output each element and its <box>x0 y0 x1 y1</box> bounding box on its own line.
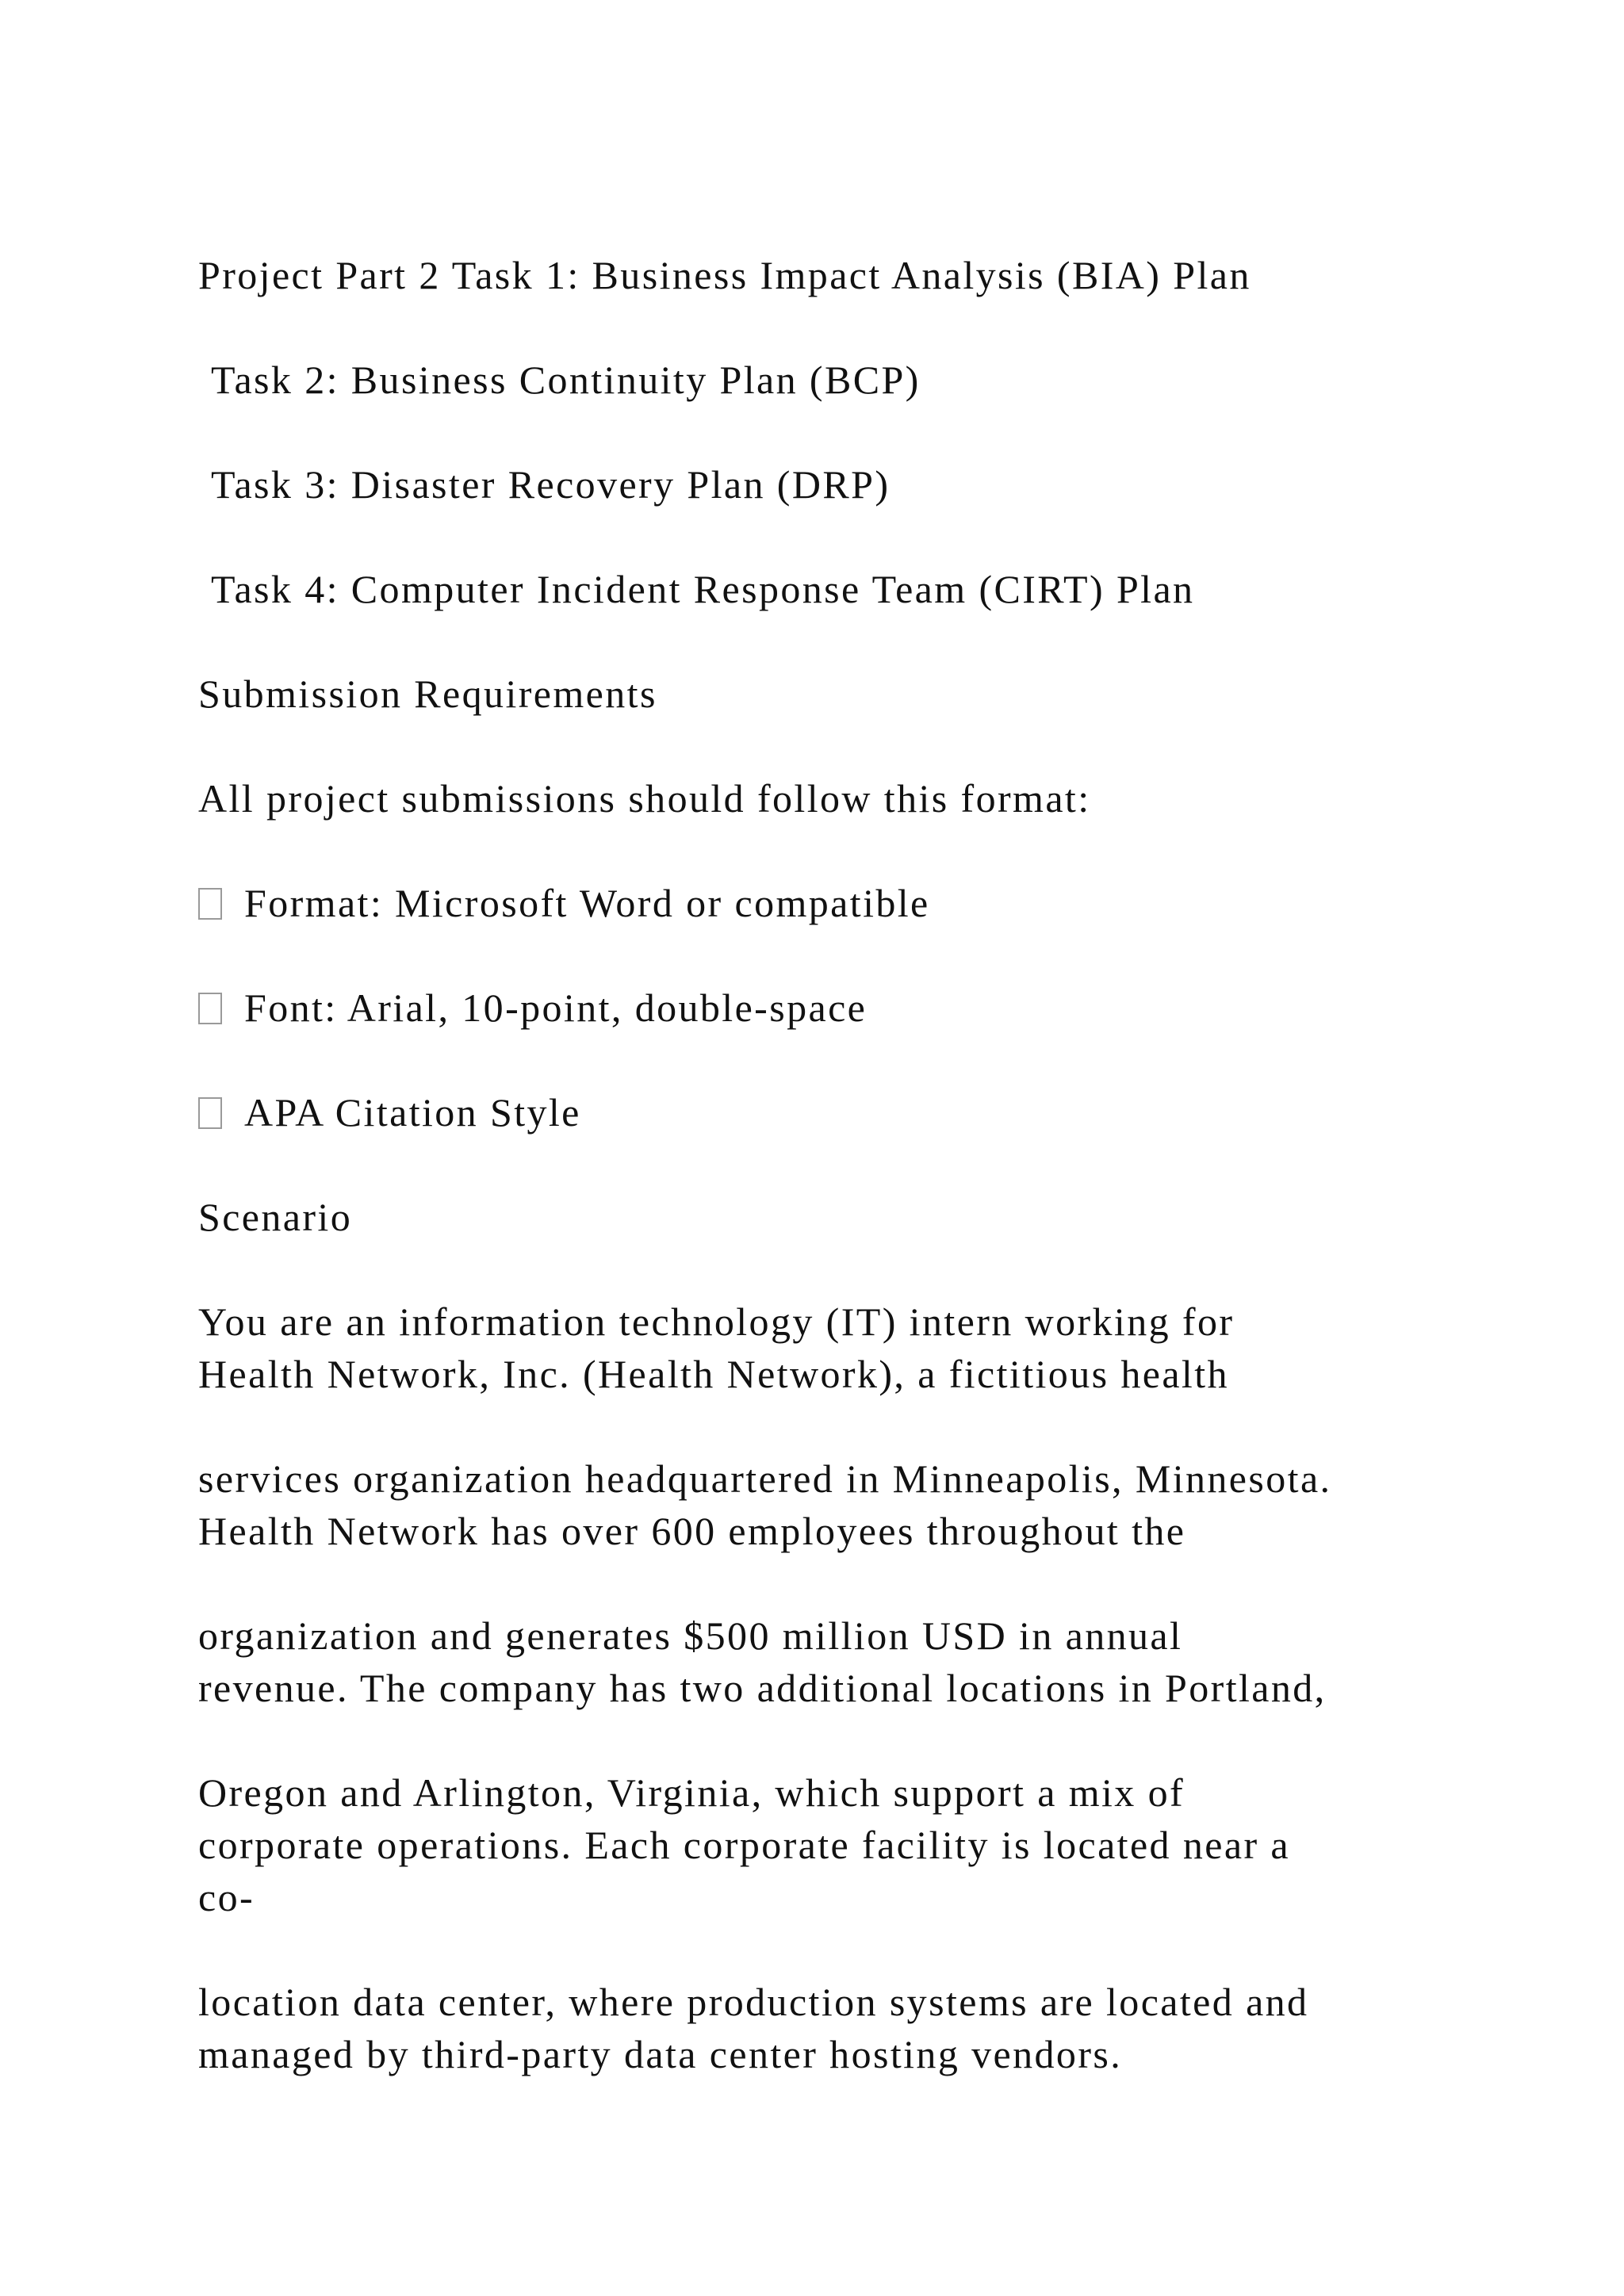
missing-glyph-bullet-icon <box>198 888 222 920</box>
scenario-line: Health Network, Inc. (Health Network), a fictitious health <box>198 1352 1229 1396</box>
bullet-font-text: Font: Arial, 10-point, double-space <box>244 985 868 1030</box>
bullet-citation-text: APA Citation Style <box>244 1090 581 1135</box>
submission-requirements-title: Submission Requirements <box>198 672 657 716</box>
submission-intro: All project submissions should follow this format: <box>198 776 1091 821</box>
scenario-line: organization and generates $500 million USD in annual <box>198 1613 1183 1658</box>
scenario-line: Oregon and Arlington, Virginia, which support a mix of <box>198 1770 1185 1815</box>
heading-task-2: Task 2: Business Continuity Plan (BCP) <box>211 358 921 402</box>
heading-task-3: Task 3: Disaster Recovery Plan (DRP) <box>211 462 891 507</box>
scenario-line: corporate operations. Each corporate facility is located near a <box>198 1823 1290 1867</box>
scenario-line: You are an information technology (IT) intern working for <box>198 1299 1235 1344</box>
missing-glyph-bullet-icon <box>198 993 222 1024</box>
scenario-line: services organization headquartered in Minneapolis, Minnesota. <box>198 1456 1332 1501</box>
scenario-title: Scenario <box>198 1195 353 1239</box>
heading-task-4: Task 4: Computer Incident Response Team (CIRT) Plan <box>211 567 1195 611</box>
missing-glyph-bullet-icon <box>198 1097 222 1129</box>
scenario-line: managed by third-party data center hosting vendors. <box>198 2032 1123 2076</box>
bullet-citation <box>198 1086 581 1138</box>
scenario-line: co- <box>198 1875 255 1919</box>
scenario-line: revenue. The company has two additional locations in Portland, <box>198 1666 1327 1710</box>
bullet-font <box>198 982 867 1034</box>
bullet-format-text: Format: Microsoft Word or compatible <box>244 881 930 925</box>
bullet-format <box>198 877 930 929</box>
heading-task-1: Project Part 2 Task 1: Business Impact Analysis (BIA) Plan <box>198 253 1251 297</box>
scenario-line: location data center, where production systems are located and <box>198 1980 1309 2024</box>
scenario-line: Health Network has over 600 employees throughout the <box>198 1509 1186 1553</box>
